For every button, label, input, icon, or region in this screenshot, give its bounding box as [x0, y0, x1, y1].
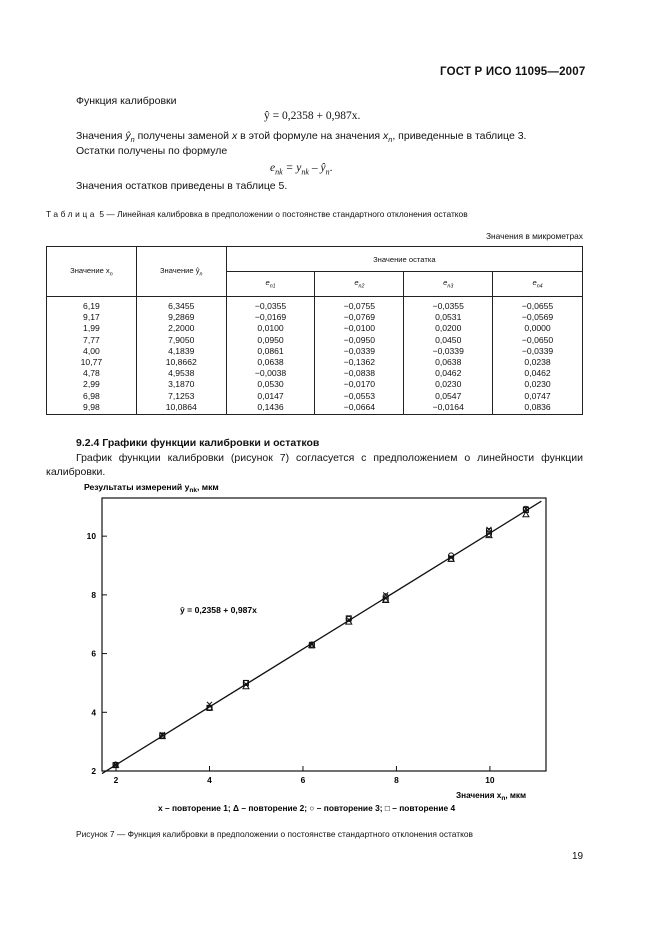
table-cell: 0,1436 — [226, 402, 315, 415]
y-tick-label: 2 — [91, 766, 96, 776]
table-cell: 9,2869 — [136, 312, 226, 323]
fit-line — [102, 501, 541, 773]
chart-marks — [87, 501, 542, 785]
table-cell: 0,0462 — [404, 368, 493, 379]
table-cell: −0,0169 — [226, 312, 315, 323]
table-cell: −0,0038 — [226, 368, 315, 379]
x-axis-label: Значения $x_n$, мкм — [456, 791, 527, 802]
table-cell: 2,2000 — [136, 323, 226, 334]
table-cell: −0,0838 — [315, 368, 404, 379]
table-cell: 0,0836 — [493, 402, 583, 415]
table-cell: 0,0530 — [226, 379, 315, 390]
table-row — [47, 402, 583, 415]
col-header-en2: $e_{n2}$ — [315, 272, 404, 297]
x-tick-label: 2 — [113, 775, 119, 785]
table-cell: 0,0100 — [226, 323, 315, 334]
table-cell: 0,0230 — [493, 379, 583, 390]
table-row — [47, 346, 583, 357]
table-row — [47, 379, 583, 390]
figure-caption: Рисунок 7 — Функция калибровки в предположении о постоянстве стандартного отклонения остатков — [76, 829, 473, 839]
table-cell: 7,1253 — [136, 391, 226, 402]
calibration-chart — [70, 476, 570, 822]
table-cell: 0,0000 — [493, 323, 583, 334]
table-cell: −0,0170 — [315, 379, 404, 390]
table-row — [47, 323, 583, 334]
table-cell: 0,0747 — [493, 391, 583, 402]
table-cell: −0,0100 — [315, 323, 404, 334]
residual-formula: $e_{nk} = y_{nk}$ – $ŷ_n$. — [270, 162, 333, 177]
table-cell: 6,19 — [47, 297, 137, 313]
table-cell: −0,0339 — [493, 346, 583, 357]
table-cell: −0,0755 — [315, 297, 404, 313]
table-caption: Таблица 5 — Линейная калибровка в предположении о постоянстве стандартного отклонения остатков — [46, 209, 468, 219]
table-cell: 4,00 — [47, 346, 137, 357]
table-cell: 2,99 — [47, 379, 137, 390]
table-cell: −0,0950 — [315, 335, 404, 346]
table-cell: −0,0569 — [493, 312, 583, 323]
table-row — [47, 357, 583, 368]
table-cell: 6,98 — [47, 391, 137, 402]
table-cell: 4,9538 — [136, 368, 226, 379]
table-row — [47, 335, 583, 346]
table-row — [47, 312, 583, 323]
calibration-function-label: Функция калибровки — [76, 95, 177, 107]
table-cell: 0,0450 — [404, 335, 493, 346]
table-cell: 0,0638 — [226, 357, 315, 368]
col-header-xn: Значение $x_n$ — [47, 247, 137, 297]
table-cell: −0,0339 — [404, 346, 493, 357]
calibration-formula: ŷ = 0,2358 + 0,987x. — [264, 110, 361, 122]
document-header: ГОСТ Р ИСО 11095—2007 — [440, 66, 586, 78]
table-cell: 0,0200 — [404, 323, 493, 334]
values-sentence: Значения $ŷ_n$ получены заменой x в этой формуле на значения $x_n$, приведенные в таблице 3. — [76, 130, 527, 145]
table-cell: −0,0769 — [315, 312, 404, 323]
table-cell: −0,0650 — [493, 335, 583, 346]
table-cell: 0,0147 — [226, 391, 315, 402]
section-heading: 9.2.4 Графики функции калибровки и остатков — [76, 437, 320, 449]
fit-annotation: ŷ = 0,2358 + 0,987x — [180, 605, 257, 615]
table-cell: 9,98 — [47, 402, 137, 415]
y-tick-label: 6 — [91, 648, 96, 659]
table-cell: 1,99 — [47, 323, 137, 334]
table-cell: 0,0638 — [404, 357, 493, 368]
col-header-en1: $e_{n1}$ — [226, 272, 315, 297]
table-cell: 4,78 — [47, 368, 137, 379]
table-cell: −0,0355 — [226, 297, 315, 313]
table-cell: 0,0462 — [493, 368, 583, 379]
table-cell: 6,3455 — [136, 297, 226, 313]
col-header-residual-group: Значение остатка — [226, 247, 582, 272]
table-body — [47, 297, 583, 415]
residuals-intro: Остатки получены по формуле — [76, 145, 228, 157]
table-cell: −0,0339 — [315, 346, 404, 357]
residuals-reference: Значения остатков приведены в таблице 5. — [76, 180, 288, 192]
y-tick-label: 10 — [86, 531, 96, 542]
table-cell: 0,0238 — [493, 357, 583, 368]
table-cell: 0,0230 — [404, 379, 493, 390]
x-tick-label: 4 — [207, 775, 212, 785]
table-row — [47, 368, 583, 379]
page-number: 19 — [572, 851, 584, 862]
table-cell: 0,0950 — [226, 335, 315, 346]
table-cell: 10,8662 — [136, 357, 226, 368]
table-cell: 10,77 — [47, 357, 137, 368]
table-cell: 0,0547 — [404, 391, 493, 402]
table-cell: −0,0664 — [315, 402, 404, 415]
table-cell: −0,0164 — [404, 402, 493, 415]
col-header-en3: $e_{n3}$ — [404, 272, 493, 297]
table-cell: 7,9050 — [136, 335, 226, 346]
table-cell: 0,0861 — [226, 346, 315, 357]
table-row — [47, 297, 583, 313]
table-cell: 9,17 — [47, 312, 137, 323]
x-tick-label: 6 — [300, 775, 306, 785]
table-cell: 10,0864 — [136, 402, 226, 415]
table-cell: 7,77 — [47, 335, 137, 346]
residuals-table — [46, 246, 583, 415]
table-cell: −0,0355 — [404, 297, 493, 313]
table-cell: 4,1839 — [136, 346, 226, 357]
chart-legend: x – повторение 1; Δ – повторение 2; ○ – повторение 3; □ – повторение 4 — [158, 803, 456, 813]
col-header-yhat: Значение $ŷ_n$ — [136, 247, 226, 297]
x-tick-label: 8 — [394, 775, 399, 785]
x-tick-label: 10 — [485, 775, 495, 785]
y-tick-label: 4 — [91, 707, 96, 718]
y-tick-label: 8 — [91, 589, 96, 600]
table-cell: 0,0531 — [404, 312, 493, 323]
table-cell: −0,1362 — [315, 357, 404, 368]
section-paragraph: График функции калибровки (рисунок 7) согласуется с предположением о линейности функции калибровки. — [46, 452, 583, 478]
table-cell: −0,0655 — [493, 297, 583, 313]
table-units: Значения в микрометрах — [485, 231, 583, 241]
y-axis-label: Результаты измерений $y_{nk}$, мкм — [84, 482, 219, 494]
col-header-en4: $e_{n4}$ — [493, 272, 583, 297]
table-cell: 3,1870 — [136, 379, 226, 390]
table-cell: −0,0553 — [315, 391, 404, 402]
table-row — [47, 391, 583, 402]
